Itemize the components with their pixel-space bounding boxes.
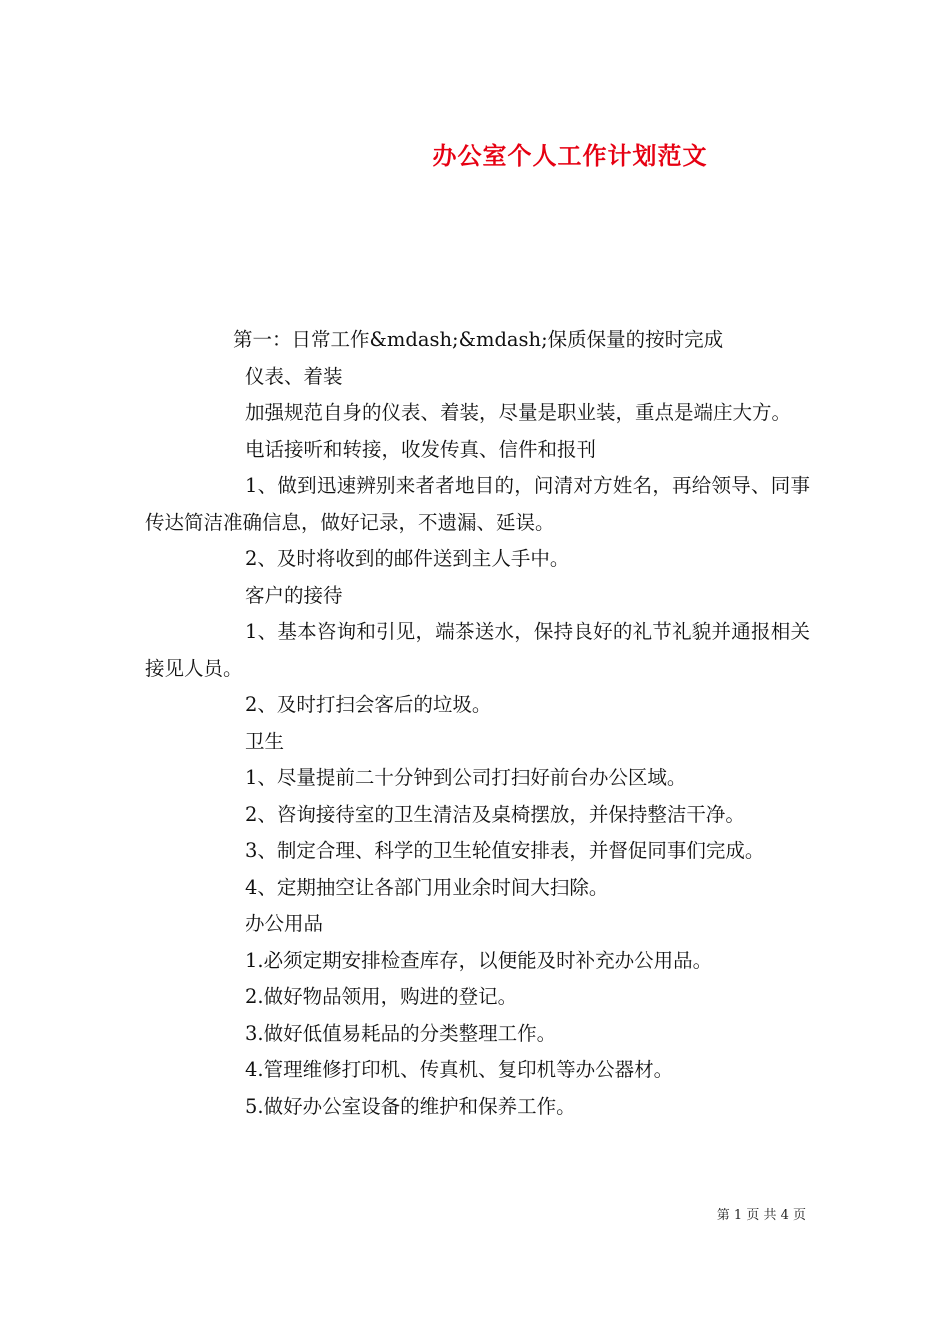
paragraph: 4.管理维修打印机、传真机、复印机等办公器材。: [245, 1058, 674, 1081]
paragraph: 3.做好低值易耗品的分类整理工作。: [245, 1021, 557, 1045]
paragraph: 卫生: [245, 729, 285, 753]
paragraph: 1、基本咨询和引见，端茶送水，保持良好的礼节礼貌并通报相关接见人员。: [145, 620, 810, 680]
paragraph: 电话接听和转接，收发传真、信件和报刊: [245, 437, 597, 461]
paragraph: 加强规范自身的仪表、着装，尽量是职业装，重点是端庄大方。: [245, 401, 792, 424]
paragraph: 第一：日常工作&mdash;&mdash;保质保量的按时完成: [233, 328, 724, 351]
paragraph: 2、及时打扫会客后的垃圾。: [245, 693, 492, 716]
paragraph: 2、及时将收到的邮件送到主人手中。: [245, 547, 570, 570]
document-body: [145, 322, 810, 1125]
paragraph: 2、咨询接待室的卫生清洁及桌椅摆放，并保持整洁干净。: [245, 802, 745, 826]
paragraph: 1.必须定期安排检查库存，以便能及时补充办公用品。: [245, 948, 713, 972]
paragraph: 2.做好物品领用，购进的登记。: [245, 985, 518, 1008]
paragraph: 1、做到迅速辨别来者者地目的，问清对方姓名，再给领导、同事传达简洁准确信息，做好记录，不遗漏、延误。: [145, 474, 810, 534]
paragraph: 5.做好办公室设备的维护和保养工作。: [245, 1094, 576, 1118]
paragraph: 1、尽量提前二十分钟到公司打扫好前台办公区域。: [245, 766, 687, 789]
paragraph: 仪表、着装: [245, 364, 343, 388]
paragraph: 办公用品: [245, 912, 324, 935]
paragraph: 客户的接待: [245, 583, 343, 607]
document-title: 办公室个人工作计划范文: [432, 141, 708, 170]
paragraph: 3、制定合理、科学的卫生轮值安排表，并督促同事们完成。: [245, 839, 765, 862]
paragraph: 4、定期抽空让各部门用业余时间大扫除。: [245, 875, 609, 899]
page-number-footer: 第 1 页 共 4 页: [716, 1208, 806, 1223]
